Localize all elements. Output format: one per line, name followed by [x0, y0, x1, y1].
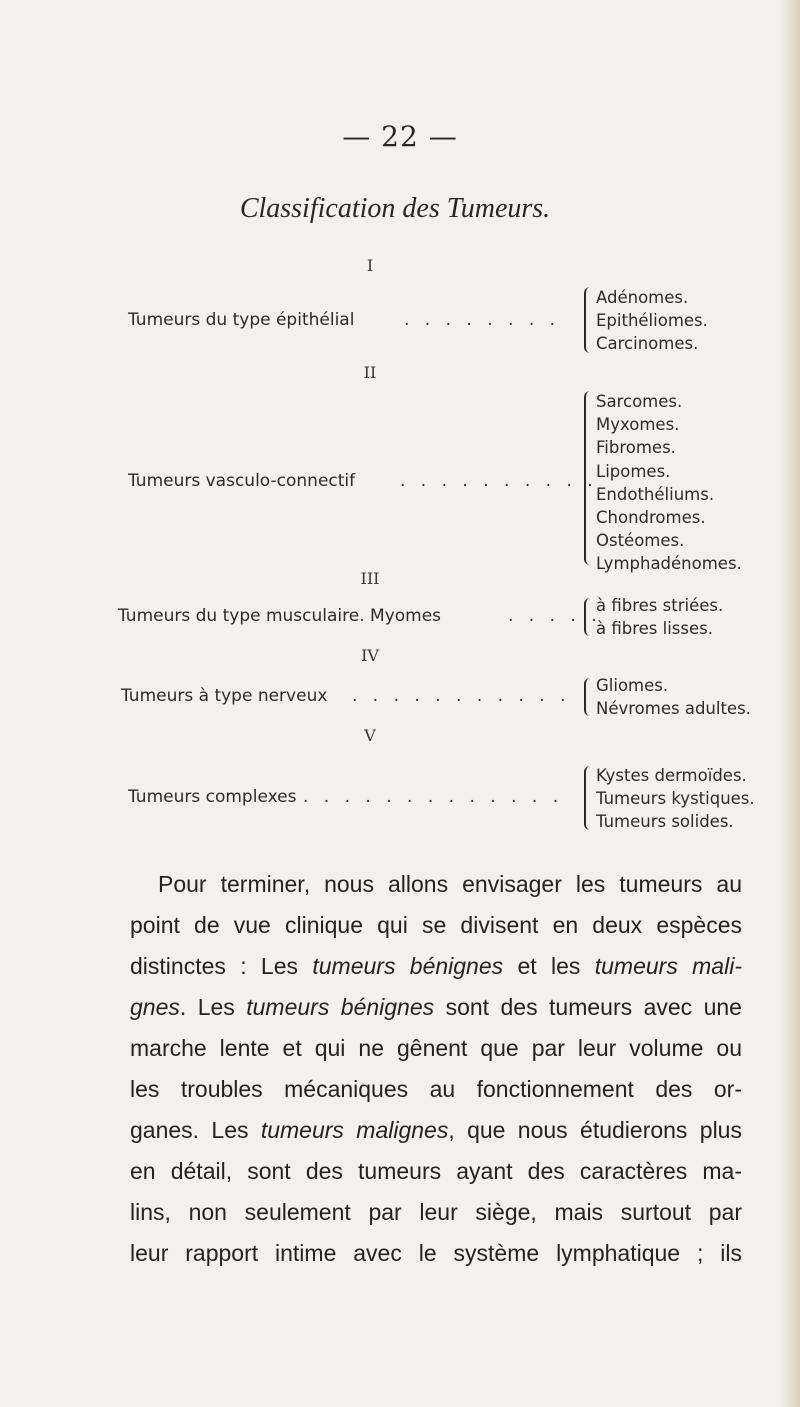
paragraph-line — [130, 1110, 742, 1151]
text-run: les troubles mécaniques au fonctionnement des or- — [130, 1076, 742, 1102]
brace — [584, 391, 594, 565]
list-item: Fibromes. — [596, 438, 676, 458]
section-numeral-iv: IV — [361, 646, 379, 665]
paragraph-line — [130, 1233, 742, 1274]
text-run: lins, non seulement par leur siège, mais surtout par — [130, 1199, 742, 1225]
text-run: ganes. Les — [130, 1117, 261, 1143]
list-item: Endothéliums. — [596, 484, 715, 504]
text-run: leur rapport intime avec le système lymphatique ; ils — [130, 1240, 742, 1266]
list-item: Ostéomes. — [596, 531, 685, 551]
text-run: sont des tumeurs avec une — [434, 994, 742, 1020]
text-run: en détail, sont des tumeurs ayant des caractères ma- — [130, 1158, 742, 1184]
paragraph-line — [130, 1028, 742, 1069]
leader-dots: . . . . . . . . . . . . . — [303, 787, 564, 807]
paragraph-line — [130, 905, 742, 946]
text-run: . Les — [179, 994, 247, 1020]
tumor-type-list — [596, 764, 755, 834]
paragraph-line — [130, 864, 742, 905]
paragraph-line — [130, 946, 742, 987]
section-numeral-v: V — [364, 726, 376, 745]
emphasis-text: tumeurs bénignes — [312, 953, 504, 979]
list-item: Kystes dermoïdes. — [596, 766, 747, 785]
list-item: Chondromes. — [596, 507, 706, 527]
classification-label-musculaire: Tumeurs du type musculaire. Myomes — [118, 606, 442, 626]
classification-label-vasculo-connectif: Tumeurs vasculo-connectif — [128, 471, 356, 491]
paragraph-line — [130, 1069, 742, 1110]
brace — [584, 598, 594, 636]
brace — [584, 287, 594, 353]
text-run: point de vue clinique qui se divisent en deux espèces — [130, 912, 742, 938]
brace — [584, 766, 594, 830]
emphasis-text: tumeurs bénignes — [246, 994, 435, 1020]
paragraph-line — [130, 1192, 742, 1233]
section-numeral-iii: III — [360, 569, 380, 588]
list-item: à fibres striées. — [596, 596, 724, 615]
list-item: Gliomes. — [596, 676, 669, 695]
list-item: Sarcomes. — [596, 392, 683, 411]
text-run: Pour terminer, nous allons envisager les tumeurs au — [158, 871, 742, 897]
leader-dots: . . . . . . . . — [404, 310, 561, 330]
page-number: — 22 — — [342, 120, 458, 153]
section-numeral-i: I — [366, 256, 374, 275]
list-item: Epithéliomes. — [596, 311, 708, 331]
leader-dots: . . . . . . . . . . — [400, 471, 598, 491]
list-item: Carcinomes. — [596, 334, 699, 354]
brace — [584, 678, 594, 716]
body-paragraph — [130, 864, 742, 1274]
section-numeral-ii: II — [363, 363, 377, 382]
list-item: Adénomes. — [596, 288, 689, 307]
classification-label-complexes: Tumeurs complexes — [128, 787, 297, 807]
list-item: Lymphadénomes. — [596, 554, 742, 574]
emphasis-text: gnes — [130, 994, 180, 1020]
list-item: Lipomes. — [596, 461, 671, 481]
tumor-type-list — [596, 390, 742, 576]
tumor-type-list — [596, 674, 751, 720]
paragraph-line — [130, 1151, 742, 1192]
list-item: Myxomes. — [596, 415, 680, 435]
list-item: Tumeurs solides. — [596, 812, 734, 832]
leader-dots: . . . . . . . . . . . — [352, 686, 571, 706]
emphasis-text: tumeurs mali- — [594, 953, 742, 979]
text-run: et les — [503, 953, 595, 979]
page-title: Classification des Tumeurs. — [239, 193, 551, 224]
classification-label-nerveux: Tumeurs à type nerveux — [121, 686, 328, 706]
emphasis-text: tumeurs malignes — [260, 1117, 449, 1143]
tumor-type-list — [596, 286, 708, 356]
text-run: marche lente et qui ne gênent que par leur volume ou — [130, 1035, 742, 1061]
list-item: Tumeurs kystiques. — [596, 789, 755, 809]
text-run: , que nous étudierons plus — [448, 1117, 742, 1143]
classification-label-epithelial: Tumeurs du type épithélial — [128, 310, 355, 330]
list-item: Névromes adultes. — [596, 699, 751, 719]
tumor-type-list — [596, 594, 723, 640]
paragraph-line — [130, 987, 742, 1028]
leader-dots: . . . . . — [508, 606, 602, 626]
list-item: à fibres lisses. — [596, 619, 713, 639]
text-run: distinctes : Les — [130, 953, 313, 979]
